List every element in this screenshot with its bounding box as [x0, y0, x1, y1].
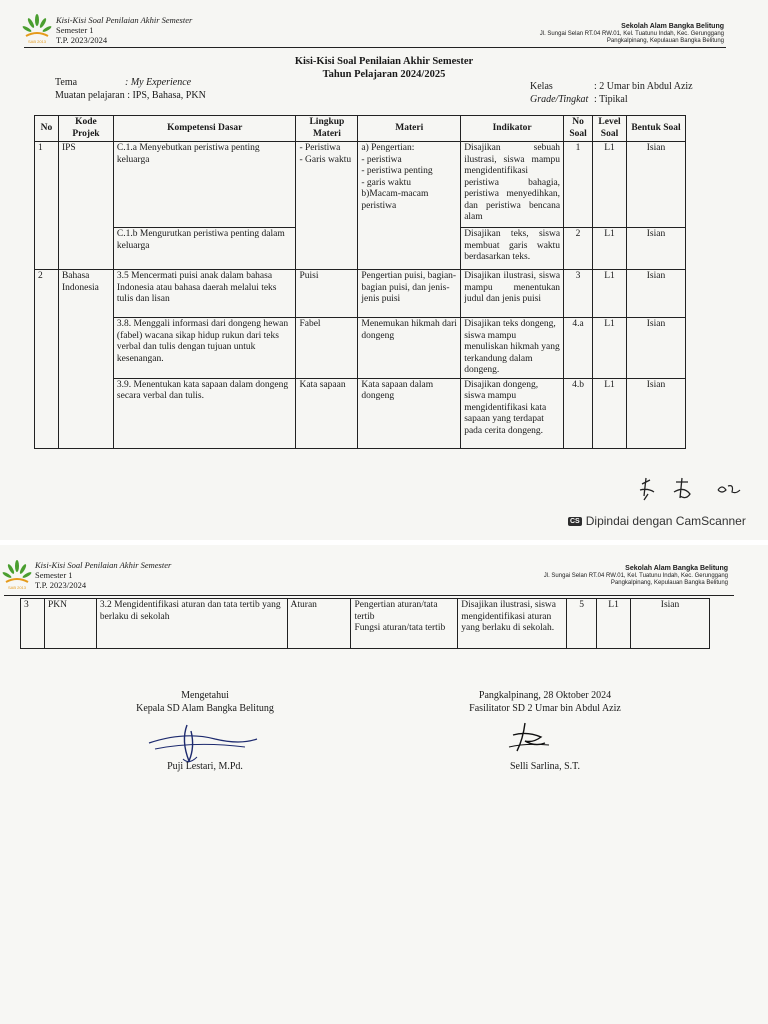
cell-kd: 3.5 Mencermati puisi anak dalam bahasa Indonesia atau bahasa daerah melalui teks tulis dan lisan: [113, 270, 296, 318]
cell-kd: 3.2 Mengidentifikasi aturan dan tata tertib yang berlaku di sekolah: [96, 599, 287, 649]
tema-value: : My Experience: [125, 77, 192, 88]
cell-bentuk: Isian: [627, 318, 686, 379]
cell-materi: Kata sapaan dalam dongeng: [358, 378, 461, 448]
col-header-materi: Materi: [358, 116, 461, 142]
col-header-kd: Kompetensi Dasar: [113, 116, 296, 142]
materi-item: b)Macam-macam peristiwa: [361, 189, 429, 211]
materi-item: Fungsi aturan/tata tertib: [354, 623, 446, 633]
school-address-2: Pangkalpinang, Kepulauan Bangka Belitung: [610, 580, 728, 586]
document-title-line2: Tahun Pelajaran 2024/2025: [322, 69, 446, 80]
meta-right: [530, 81, 693, 106]
cell-kode: PKN: [44, 599, 96, 649]
cell-kd: C.1.a Menyebutkan peristiwa penting keluarga: [113, 142, 296, 228]
table-row: [35, 142, 686, 228]
left-sign-line1: Mengetahui: [181, 690, 229, 701]
materi-item: - peristiwa penting: [361, 166, 433, 176]
document-title-line1: Kisi-Kisi Soal Penilaian Akhir Semester: [294, 56, 474, 67]
cell-indikator: Disajikan teks dongeng, siswa mampu menuliskan hikmah yang terkandung dalam dongeng.: [461, 318, 564, 379]
table-header-row: [35, 116, 686, 142]
grade-label: Grade/Tingkat: [530, 93, 589, 105]
school-address-2: Pangkalpinang, Kepulauan Bangka Belitung: [606, 38, 724, 44]
header-title: Kisi-Kisi Soal Penilaian Akhir Semester: [56, 15, 193, 25]
kelas-value: : 2 Umar bin Abdul Aziz: [594, 81, 693, 92]
kelas-label: Kelas: [530, 81, 553, 92]
school-name: Sekolah Alam Bangka Belitung: [621, 23, 724, 30]
header-title: Kisi-Kisi Soal Penilaian Akhir Semester: [35, 560, 172, 570]
cell-lingkup: Puisi: [296, 270, 358, 318]
right-sign-line1: Pangkalpinang, 28 Oktober 2024: [478, 690, 612, 701]
col-header-no: No: [35, 116, 59, 142]
camscanner-icon: CS: [570, 518, 580, 526]
grade-value: : Tipikal: [594, 93, 628, 105]
cell-no-soal: 4.a: [564, 318, 593, 379]
cell-materi: [351, 599, 458, 649]
cell-materi: Menemukan hikmah dari dongeng: [358, 318, 461, 379]
table-row: [35, 270, 686, 318]
header-right: [540, 23, 724, 46]
right-signatory-name: Selli Sarlina, S.T.: [509, 761, 581, 772]
header-semester: Semester 1: [35, 570, 73, 580]
cell-indikator: Disajikan dongeng, siswa mampu mengidentifikasi kata sapaan yang terdapat pada cerita dongeng.: [461, 378, 564, 448]
signature-right-icon: [505, 721, 555, 757]
cell-kd: C.1.b Mengurutkan peristiwa penting dalam keluarga: [113, 228, 296, 270]
header-left: [56, 15, 192, 45]
scan-page-2: [0, 545, 768, 1024]
cell-level: L1: [593, 142, 627, 228]
left-sign-line2: Kepala SD Alam Bangka Belitung: [136, 702, 274, 714]
col-header-indikator: Indikator: [461, 116, 564, 142]
lingkup-item: - Peristiwa: [299, 143, 341, 153]
header-divider: [24, 47, 726, 48]
cell-level: L1: [593, 270, 627, 318]
col-header-lingkup: Lingkup Materi: [296, 116, 358, 142]
cell-bentuk: Isian: [627, 142, 686, 228]
materi-item: - garis waktu: [361, 177, 411, 188]
cell-no: 1: [35, 142, 59, 270]
signature-block-right: [440, 690, 650, 715]
cell-level: L1: [593, 228, 627, 270]
school-name: Sekolah Alam Bangka Belitung: [625, 565, 728, 572]
table-row: [35, 318, 686, 379]
camscanner-text: Dipindai dengan CamScanner: [585, 514, 746, 528]
cell-bentuk: Isian: [631, 599, 710, 649]
cell-level: L1: [593, 378, 627, 448]
header-semester: Semester 1: [56, 25, 94, 35]
table-row: [35, 378, 686, 448]
header-tp: T.P. 2023/2024: [35, 580, 87, 590]
cell-no-soal: 5: [567, 599, 597, 649]
signature-block-left: [115, 690, 295, 715]
cell-no-soal: 4.b: [564, 378, 593, 448]
cell-indikator: Disajikan ilustrasi, siswa mengidentifikasi aturan yang berlaku di sekolah.: [458, 599, 567, 649]
cell-bentuk: Isian: [627, 228, 686, 270]
svg-text:SAB 2013: SAB 2013: [27, 39, 47, 44]
cell-materi: [358, 142, 461, 270]
cell-lingkup: Aturan: [287, 599, 351, 649]
cell-bentuk: Isian: [627, 270, 686, 318]
cell-indikator: Disajikan teks, siswa membuat garis waktu berdasarkan teks.: [461, 228, 564, 270]
cell-lingkup: [296, 142, 358, 270]
cell-no-soal: 2: [564, 228, 593, 270]
right-sign-line2: Fasilitator SD 2 Umar bin Abdul Aziz: [469, 702, 621, 714]
cell-bentuk: Isian: [627, 378, 686, 448]
school-address-1: Jl. Sungai Selan RT.04 RW.01, Kel. Tuatunu Indah, Kec. Gerunggang: [543, 572, 728, 579]
kisi-kisi-table-continued: [20, 598, 710, 649]
cell-materi: Pengertian puisi, bagian-bagian puisi, dan jenis-jenis puisi: [358, 270, 461, 318]
header-tp: T.P. 2023/2024: [56, 35, 108, 45]
kisi-kisi-table: [34, 115, 686, 449]
cell-no-soal: 1: [564, 142, 593, 228]
cell-no: 2: [35, 270, 59, 449]
svg-text:SAB 2013: SAB 2013: [7, 585, 27, 590]
table-row: [21, 599, 710, 649]
cell-level: L1: [597, 599, 631, 649]
lingkup-item: - Garis waktu: [299, 154, 352, 165]
camscanner-watermark: [568, 514, 746, 528]
cell-kode: IPS: [58, 142, 113, 270]
materi-item: a) Pengertian:: [361, 143, 415, 153]
cell-lingkup: Fabel: [296, 318, 358, 379]
materi-item: Pengertian aturan/tata tertib: [354, 600, 438, 622]
col-header-level: Level Soal: [593, 116, 627, 142]
left-signatory-name: Puji Lestari, M.Pd.: [167, 761, 243, 772]
cell-kode: Bahasa Indonesia: [58, 270, 113, 449]
materi-item: - peristiwa: [361, 154, 402, 165]
cell-level: L1: [593, 318, 627, 379]
school-logo-icon: [2, 558, 32, 590]
tema-label: Tema: [55, 77, 78, 88]
cell-indikator: Disajikan ilustrasi, siswa mampu menentukan judul dan jenis puisi: [461, 270, 564, 318]
school-address-1: Jl. Sungai Selan RT.04 RW.01, Kel. Tuatunu Indah, Kec. Gerunggang: [539, 30, 724, 37]
school-logo-icon: [22, 12, 52, 44]
col-header-bentuk: Bentuk Soal: [627, 116, 686, 142]
col-header-no-soal: No Soal: [564, 116, 593, 142]
cell-lingkup: Kata sapaan: [296, 378, 358, 448]
cell-indikator: Disajikan sebuah ilustrasi, siswa mampu mengidentifikasi peristiwa bahagia, peristiwa menyedihkan, dan peristiwa bencana alam: [461, 142, 564, 228]
muatan-label: Muatan pelajaran: [55, 89, 125, 101]
cell-no-soal: 3: [564, 270, 593, 318]
cell-no: 3: [21, 599, 45, 649]
cell-kd: 3.8. Menggali informasi dari dongeng hewan (fabel) wacana sikap hidup rukun dari teks verbal dan tulis dengan tujuan untuk kesenangan.: [113, 318, 296, 379]
initials-signature-icon: [636, 474, 752, 502]
header-right: [544, 565, 728, 588]
header-divider: [4, 595, 734, 596]
col-header-kode: Kode Projek: [58, 116, 113, 142]
meta-left: [55, 77, 206, 102]
header-left: [35, 560, 171, 590]
muatan-value: : IPS, Bahasa, PKN: [127, 89, 206, 101]
cell-kd: 3.9. Menentukan kata sapaan dalam dongeng secara verbal dan tulis.: [113, 378, 296, 448]
